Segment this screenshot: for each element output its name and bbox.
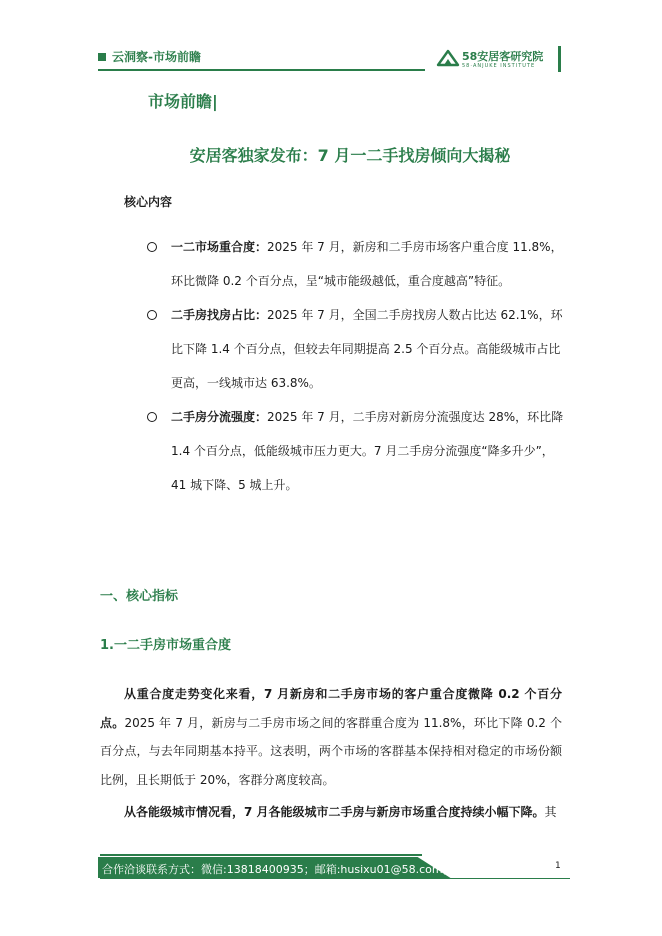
- logo: [436, 46, 554, 72]
- body-text: [100, 680, 562, 827]
- bullet-text: 2025 年 7 月，二手房对新房分流强度达 28%，环比降 1.4 个百分点，低能级城市压力更大。7 月二手房分流强度“降多升少”，41 城下降、5 城上升。: [171, 410, 564, 492]
- paragraph-lead: 从重合度走势变化来看，7 月新房和二手房市场的客户重合度微降 0.2 个百分点。: [100, 687, 562, 730]
- header-section-label: [98, 48, 201, 65]
- paragraph-text: 2025 年 7 月，新房与二手房市场之间的客群重合度为 11.8%，环比下降 0.2 个百分点，与去年同期基本持平。这表明，两个市场的客群基本保持相对稳定的市场份额比例，且长期低于 20%，客群分离度较高。: [100, 715, 562, 787]
- section-tag: 市场前瞻|: [148, 92, 218, 111]
- page-title: 安居客独家发布：7 月一二手找房倾向大揭秘: [189, 146, 511, 165]
- list-item: [147, 298, 567, 400]
- circle-bullet-icon: [147, 310, 157, 320]
- summary-list: [147, 230, 567, 502]
- list-item: [147, 230, 567, 298]
- circle-bullet-icon: [147, 242, 157, 252]
- bullet-text: 2025 年 7 月，新房和二手房市场客户重合度 11.8%，环比微降 0.2 个百分点，呈“城市能级越低，重合度越高”特征。: [171, 240, 563, 288]
- bullet-lead: 二手房找房占比：: [171, 308, 268, 322]
- footer-divider: [100, 854, 422, 856]
- bullet-text: 2025 年 7 月，全国二手房找房人数占比达 62.1%，环比下降 1.4 个百分点，但较去年同期提高 2.5 个百分点。高能级城市占比更高，一线城市达 63.8%。: [171, 308, 563, 390]
- logo-english-name: 58·ANJUKE INSTITUTE: [462, 63, 536, 69]
- house-logo-icon: [436, 49, 460, 67]
- logo-chinese-name: 58安居客研究院: [462, 50, 544, 63]
- square-bullet-icon: [98, 53, 106, 61]
- bullet-lead: 一二市场重合度：: [171, 240, 268, 254]
- bullet-lead: 二手房分流强度：: [171, 410, 268, 424]
- paragraph-lead: 从各能级城市情况看，7 月各能级城市二手房与新房市场重合度持续小幅下降。: [124, 805, 545, 819]
- header-section-text: 云洞察-市场前瞻: [112, 50, 201, 64]
- list-item: [147, 400, 567, 502]
- paragraph-text: 其: [544, 805, 557, 819]
- footer-baseline: [100, 878, 570, 879]
- sub-heading: 1.一二手房市场重合度: [100, 638, 231, 653]
- circle-bullet-icon: [147, 412, 157, 422]
- page-number: 1: [555, 861, 561, 871]
- core-content-label: 核心内容: [124, 195, 173, 209]
- header-divider: [98, 69, 425, 71]
- paragraph: [100, 680, 562, 794]
- footer-contact: 合作洽谈联系方式：微信:13818400935；邮箱:husixu01@58.com；: [102, 863, 454, 876]
- paragraph: [100, 798, 562, 827]
- section-heading: 一、核心指标: [100, 589, 179, 604]
- logo-accent-bar: [558, 46, 561, 72]
